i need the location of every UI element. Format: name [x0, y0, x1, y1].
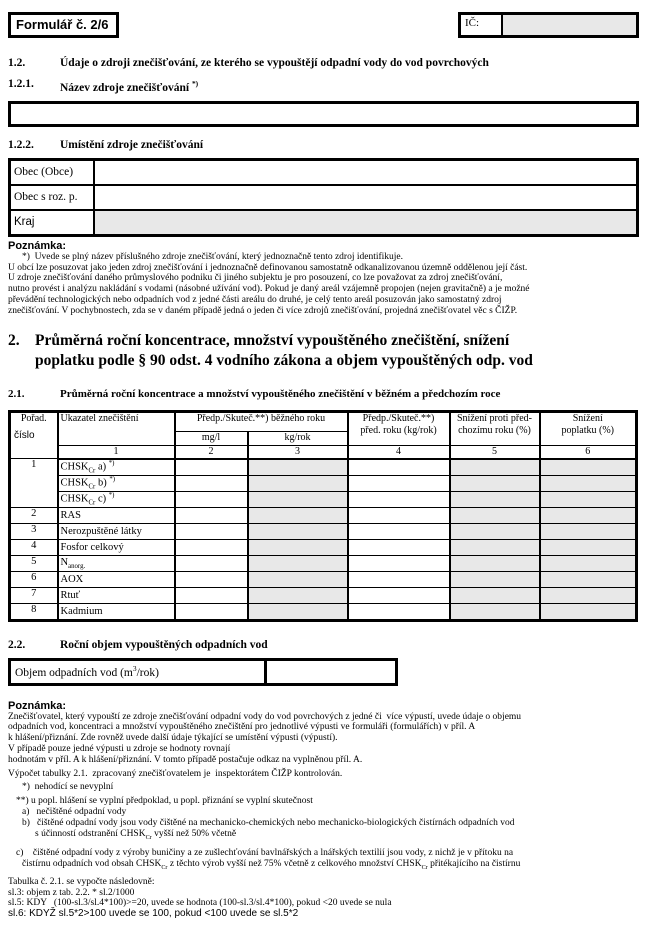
value-cell-fee-reduction: [540, 507, 637, 523]
pollutant-label: $N_{anorg.}$: [58, 555, 175, 571]
pollutant-row: [10, 571, 637, 587]
note-line: Znečišťovatel, který vypouští ze zdroje znečišťování odpadní vody do vod povrchových z jedné či více výpustí, uvede údaje o objemu: [8, 711, 522, 722]
value-cell-mgl[interactable]: [175, 475, 248, 491]
note-lines: [8, 252, 639, 317]
pollutant-label: RAS: [58, 507, 175, 523]
value-cell-kgrok: [248, 507, 348, 523]
note-line: čistírnu odpadních vod obsah $CHSK_{Cr}$ z těchto výrob vyšší než 75% včetně z celkového množství $CHSK_{Cr}$ přitékajícího na čistírnu: [22, 859, 521, 871]
value-cell-kgrok: [248, 555, 348, 571]
pollutant-row: [10, 523, 637, 539]
section-title: Údaje o zdroji znečišťování, ze kterého se vypouštějí odpadní vody do vod povrchových: [60, 57, 489, 69]
value-cell-prev-year[interactable]: [348, 523, 450, 539]
pollutant-row: [10, 507, 637, 523]
note-line: sl.5: KDY (100-sl.3/sl.4*100)>=20, uvede se hodnota (100-sl.3/sl.4*100), pokud <20 uvede se nula: [8, 898, 392, 909]
section-number: 1.2.: [8, 57, 26, 69]
value-cell-prev-year[interactable]: [348, 507, 450, 523]
table-row: [10, 210, 638, 236]
pollutant-row: [10, 539, 637, 555]
value-cell-prev-year[interactable]: [348, 555, 450, 571]
value-cell-mgl[interactable]: [175, 539, 248, 555]
row-number: 4: [10, 539, 58, 555]
value-cell-fee-reduction: [540, 523, 637, 539]
row-number: 3: [10, 523, 58, 539]
page-header: [8, 0, 639, 38]
value-cell-fee-reduction: [540, 555, 637, 571]
value-cell-reduction: [450, 491, 540, 507]
header-fee-reduction: [540, 411, 637, 445]
header-previous-year: [348, 411, 450, 445]
pollutant-label: $CHSK_{Cr}$ c) *): [58, 491, 175, 507]
value-cell-kgrok: [248, 475, 348, 491]
superscript: *): [109, 475, 116, 483]
header-fee-line1: Snížení: [572, 412, 603, 424]
section-title: Roční objem vypouštěných odpadních vod: [60, 638, 268, 651]
value-cell-kgrok: [248, 571, 348, 587]
section-1-2-heading: [8, 56, 639, 70]
section-title: Název zdroje znečišťování *): [60, 79, 199, 94]
subscript: Cr: [161, 864, 168, 871]
header-current-year: Předp./Skuteč.**) běžného roku: [175, 411, 348, 431]
value-cell-prev-year[interactable]: [348, 571, 450, 587]
ic-input-field[interactable]: [503, 15, 636, 35]
section-number: 2.2.: [8, 638, 26, 651]
note-line: *) Uvede se plný název příslušného zdroje znečišťování, který jednoznačně tento zdroj identifikuje.: [22, 251, 404, 262]
note-line: nutno provést i analýzu nakládání s vodami (násobné užívání vod). Pokud je daný areál vzájemně propojen (nejen gravitačně) a je možné: [8, 284, 530, 295]
header-reduction: [450, 411, 540, 445]
note-block-2: [8, 700, 639, 920]
source-location-table: [8, 158, 639, 237]
region-field: [94, 210, 638, 236]
note-line: b) čištěné odpadní vody jsou vody čištěné na mechanicko-chemických nebo mechanicko-biologických čistírnách odpadních vod: [22, 817, 515, 828]
section-2-1-heading: [8, 387, 639, 401]
value-cell-prev-year[interactable]: [348, 475, 450, 491]
note-line: převádění technologických nebo odpadních vod z jedné části areálu do druhé, je celý tento areál posuzován jako samostatný zdroj: [8, 295, 502, 306]
ic-label: IČ:: [461, 15, 503, 35]
section-title: Umístění zdroje znečišťování: [60, 138, 204, 151]
region-label: Kraj: [10, 210, 95, 236]
volume-label: Objem odpadních vod $(m^3/rok)$: [11, 661, 267, 683]
note-lines: [8, 712, 639, 920]
municipality-ext-input[interactable]: [94, 185, 638, 210]
value-cell-prev-year[interactable]: [348, 491, 450, 507]
section-title-line1: Průměrná roční koncentrace, množství vypouštěného znečištění, snížení: [35, 331, 510, 349]
note-line: k hlášení/přiznání. Zde rovněž uvede další údaje týkající se umístění výpusti (výpustí).: [8, 733, 338, 744]
form-number-box: Formulář č. 2/6: [8, 12, 119, 38]
subscript: Cr: [88, 467, 96, 475]
value-cell-mgl[interactable]: [175, 603, 248, 620]
subscript: Cr: [421, 864, 428, 871]
pollutant-label: AOX: [58, 571, 175, 587]
note-line: *) nehodící se nevyplní: [22, 782, 114, 793]
value-cell-prev-year[interactable]: [348, 587, 450, 603]
value-cell-fee-reduction: [540, 491, 637, 507]
row-number: 8: [10, 603, 58, 620]
section-number: 2.: [8, 331, 20, 349]
section-1-2-2-heading: [8, 138, 639, 152]
note-line: Tabulka č. 2.1. se vypočte následovně:: [8, 876, 155, 887]
header-red-line1: Snížení proti před-: [457, 412, 532, 424]
row-number: 5: [10, 555, 58, 571]
value-cell-reduction: [450, 475, 540, 491]
value-cell-reduction: [450, 539, 540, 555]
pollutant-row: [10, 491, 637, 507]
value-cell-mgl[interactable]: [175, 459, 248, 476]
section-number: 1.2.1.: [8, 78, 34, 90]
ic-box: [458, 12, 639, 38]
note-line: V případě pouze jedné výpusti u zdroje se hodnoty rovnají: [8, 744, 231, 754]
pollutant-label: $CHSK_{Cr}$ a) *): [58, 459, 175, 476]
row-number: 7: [10, 587, 58, 603]
unit-mgl: mg/l: [175, 431, 248, 445]
value-cell-reduction: [450, 507, 540, 523]
value-cell-mgl[interactable]: [175, 491, 248, 507]
value-cell-prev-year[interactable]: [348, 539, 450, 555]
value-cell-kgrok: [248, 603, 348, 620]
source-name-input[interactable]: [8, 101, 639, 127]
note-line: s účinností odstranění $CHSK_{Cr}$ vyšší než 50% včetně: [35, 828, 237, 841]
pollutant-row: [10, 555, 637, 571]
volume-input[interactable]: [267, 661, 395, 683]
header-order-line1: Pořad.: [20, 412, 47, 424]
superscript: *): [108, 459, 115, 467]
row-number: 6: [10, 571, 58, 587]
header-red-line2: chozímu roku (%): [458, 424, 531, 436]
value-cell-kgrok: [248, 459, 348, 476]
note-heading: Poznámka:: [8, 699, 67, 712]
note-line: **) u popl. hlášení se vyplní předpoklad, u popl. přiznání se vyplní skutečnost: [16, 796, 313, 807]
value-cell-reduction: [450, 587, 540, 603]
subscript: Cr: [145, 834, 152, 841]
annual-volume-table: [8, 658, 398, 686]
value-cell-mgl[interactable]: [175, 587, 248, 603]
value-cell-fee-reduction: [540, 459, 637, 476]
value-cell-kgrok: [248, 523, 348, 539]
value-cell-mgl[interactable]: [175, 571, 248, 587]
pollutant-label: Kadmium: [58, 603, 175, 620]
note-line: U obcí lze posuzovat jako jeden zdroj znečišťování i jednoznačně definovanou samostatně odkanalizovanou územně oddělenou její část.: [8, 262, 528, 273]
value-cell-kgrok: [248, 491, 348, 507]
value-cell-reduction: [450, 603, 540, 620]
header-prev-line2: před. roku (kg/rok): [360, 424, 437, 436]
value-cell-prev-year[interactable]: [348, 603, 450, 620]
pollutant-label: Fosfor celkový: [58, 539, 175, 555]
pollutant-label: Rtuť: [58, 587, 175, 603]
value-cell-fee-reduction: [540, 603, 637, 620]
header-order-number: [10, 411, 58, 459]
note-line: sl.3: objem z tab. 2.2. * sl.2/1000: [8, 887, 135, 898]
value-cell-reduction: [450, 555, 540, 571]
note-line: znečišťování. V pochybnostech, zda se v daném případě jedná o jeden či více zdrojů znečišťování, projedná znečišťovatel věc s ČIŽP.: [8, 305, 518, 316]
municipality-ext-label: Obec s roz. p.: [10, 185, 95, 210]
table-column-numbers-row: [10, 445, 637, 459]
value-cell-reduction: [450, 571, 540, 587]
value-cell-fee-reduction: [540, 475, 637, 491]
row-number: 2: [10, 507, 58, 523]
pollution-concentration-table: [8, 410, 638, 622]
note-line: odpadních vod, koncentraci a množství vypouštěného znečištění pro jednotlivé výpusti ve formuláři (formulářích) v příl. A: [8, 722, 476, 733]
section-title: Průměrná roční koncentrace a množství vypouštěného znečištění v běžném a předchozím roce: [60, 387, 501, 400]
subscript: Cr: [88, 499, 96, 507]
value-cell-mgl[interactable]: [175, 507, 248, 523]
value-cell-reduction: [450, 523, 540, 539]
pollutant-row: [10, 587, 637, 603]
table-row: [10, 159, 638, 185]
subscript: Cr: [88, 483, 96, 491]
note-line: c) čištěné odpadní vody z výroby buničiny a ze zušlechťování bavlnářských a lnářských textilií jsou vody, z nichž je v přítoku na: [16, 848, 514, 859]
value-cell-reduction: [450, 459, 540, 476]
section-2-2-heading: [8, 638, 639, 652]
subscript: anorg.: [68, 562, 86, 570]
header-prev-line1: Předp./Skuteč.**): [362, 412, 435, 424]
municipality-label: Obec (Obce): [10, 159, 95, 185]
superscript: *): [108, 491, 115, 499]
section-number: 2.1.: [8, 387, 25, 400]
pollutant-label: $CHSK_{Cr}$ b) *): [58, 475, 175, 491]
value-cell-prev-year[interactable]: [348, 459, 450, 476]
section-number: 1.2.2.: [8, 138, 34, 151]
pollutant-row: [10, 459, 637, 476]
col-number-6: 6: [540, 445, 637, 459]
pollutant-row: [10, 603, 637, 620]
value-cell-kgrok: [248, 539, 348, 555]
value-cell-mgl[interactable]: [175, 523, 248, 539]
pollutant-label: Nerozpuštěné látky: [58, 523, 175, 539]
section-title: [35, 331, 533, 371]
row-number: 1: [10, 459, 58, 508]
section-title-line2: poplatku podle § 90 odst. 4 vodního zákona a objem vypouštěných odp. vod: [35, 351, 533, 369]
value-cell-mgl[interactable]: [175, 555, 248, 571]
note-heading: Poznámka:: [8, 239, 67, 252]
note-line: sl.6: KDYŽ sl.5*2>100 uvede se 100, pokud <100 uvede se sl.5*2: [8, 908, 299, 920]
superscript: *): [191, 79, 199, 88]
superscript: 3: [132, 663, 137, 673]
header-order-line2: číslo: [14, 429, 35, 441]
header-fee-line2: poplatku (%): [561, 424, 614, 436]
municipality-input[interactable]: [94, 159, 638, 185]
section-2-heading: [8, 331, 639, 371]
note-line: a) nečištěné odpadní vody: [22, 806, 127, 817]
col-number-4: 4: [348, 445, 450, 459]
col-number-2: 2: [175, 445, 248, 459]
unit-kgrok: kg/rok: [248, 431, 348, 445]
value-cell-fee-reduction: [540, 587, 637, 603]
table-header-row: [10, 411, 637, 431]
table-row: [10, 185, 638, 210]
note-line: U zdroje znečišťování daného průmyslového podniku či jiného subjektu je pro posouzení, co lze považovat za zdroj znečišťování,: [8, 273, 503, 284]
value-cell-kgrok: [248, 587, 348, 603]
value-cell-fee-reduction: [540, 539, 637, 555]
header-indicator: Ukazatel znečištění: [58, 411, 175, 445]
note-line: hodnotám v příl. A k hlášení/přiznání. V tomto případě postačuje odkaz na vyplněnou příl. A.: [8, 754, 363, 765]
note-block-1: [8, 240, 639, 317]
col-number-1: 1: [58, 445, 175, 459]
note-line: Výpočet tabulky 2.1. zpracovaný znečišťovatelem je inspektorátem ČIŽP kontrolován.: [8, 768, 343, 779]
value-cell-fee-reduction: [540, 571, 637, 587]
col-number-3: 3: [248, 445, 348, 459]
pollutant-row: [10, 475, 637, 491]
section-1-2-1-heading: [8, 77, 639, 95]
col-number-5: 5: [450, 445, 540, 459]
